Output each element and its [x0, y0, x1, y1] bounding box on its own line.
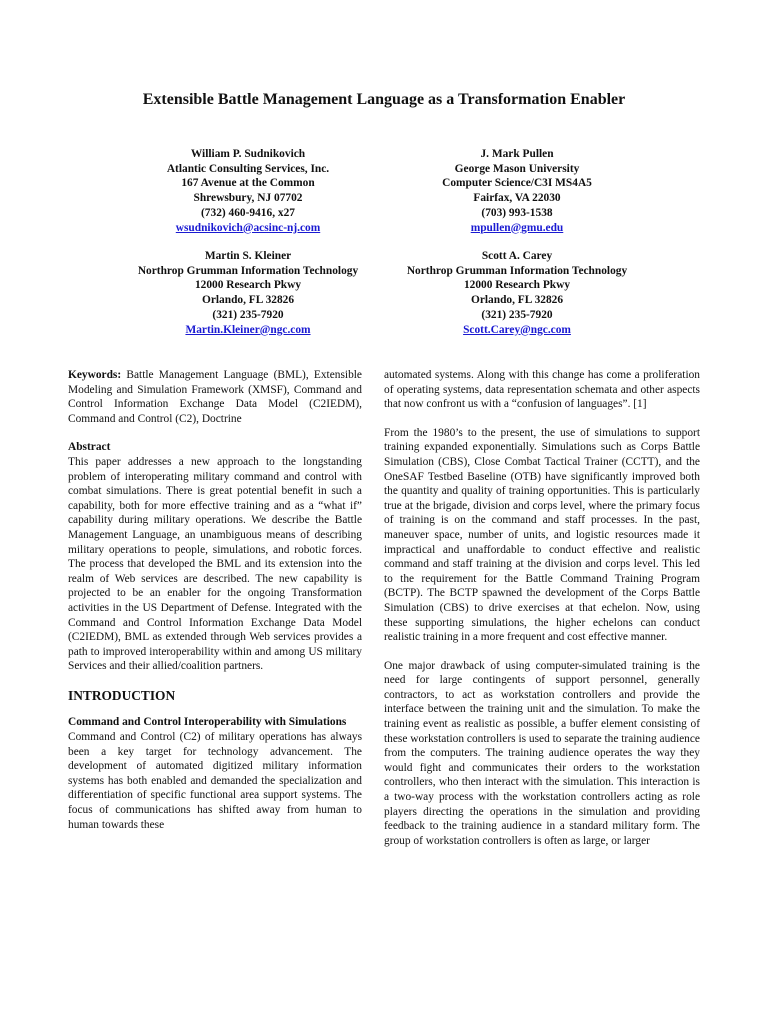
author-email-link[interactable]: wsudnikovich@acsinc-nj.com	[175, 221, 321, 234]
author-address-line: 167 Avenue at the Common	[181, 177, 315, 190]
author-name: Scott A. Carey	[481, 250, 553, 262]
author-affiliation-line: Atlantic Consulting Services, Inc.	[166, 162, 330, 175]
paper-title: Extensible Battle Management Language as a Transformation Enabler	[142, 91, 626, 108]
introduction-subheading: Command and Control Interoperability with Simulations	[68, 716, 347, 729]
body-paragraph: One major drawback of using computer-simulated training is the need for large contingents of support personnel, generally contractors, to act as workstation controllers and provide the interface between the training unit and the simulation. To make the training event as realistic as possible, a buffer element consisting of these workstation controllers is used to separate the training audience from the computers. The training audience operates the way they would fight and communicates their orders to the workstation controllers, who then interact with the simulation. This interaction is a two-way process with the workstation controllers acting as role players directing the operations in the simulation and providing feedback to the training audience in a standard military form. The group of workstation controllers is often as large, or larger	[384, 659, 700, 847]
author-name: J. Mark Pullen	[480, 148, 554, 160]
author-phone-line: (703) 993-1538	[481, 206, 553, 219]
author-phone-line: (732) 460-9416, x27	[201, 206, 295, 219]
abstract-text: This paper addresses a new approach to the longstanding problem of interoperating military command and control with combat simulations. There is great potential benefit in such a capability, both for more effective training and as a “what if” capability during military operations. We describe the Battle Management Language, an unambiguous means of describing military operations to people, simulations, and robotic forces. The process that developed the BML and its extension into the realm of Web services are described. The new capability is projected to be an enabler for the ongoing Transformation activities in the US Department of Defense. Integrated with the Command and Control Information Exchange Data Model (C2IEDM), BML as extended through Web services provides a path to improved interoperability within and among US military Services and their allied/coalition partners.	[68, 455, 362, 673]
author-phone-line: (321) 235-7920	[212, 308, 284, 321]
author-email-link[interactable]: mpullen@gmu.edu	[470, 221, 564, 234]
author-affiliation-line: Northrop Grumman Information Technology	[406, 264, 628, 277]
introduction-heading: INTRODUCTION	[68, 687, 176, 703]
author-city-line: Fairfax, VA 22030	[473, 192, 561, 205]
introduction-text: Command and Control (C2) of military operations has always been a key target for technology advancement. The development of automated digitized military information systems has both enabled and demanded the specialization and differentiation of specific functional area support systems. The focus of communications has shifted away from human to human towards these	[68, 731, 362, 831]
author-city-line: Shrewsbury, NJ 07702	[193, 192, 303, 205]
author-city-line: Orlando, FL 32826	[201, 294, 295, 307]
author-email-link[interactable]: Martin.Kleiner@ngc.com	[185, 323, 311, 336]
author-block-carey	[372, 249, 662, 337]
author-email-link[interactable]: Scott.Carey@ngc.com	[463, 323, 571, 336]
abstract-heading: Abstract	[68, 441, 111, 454]
author-affiliation-line: Northrop Grumman Information Technology	[137, 264, 359, 277]
body-paragraph: From the 1980’s to the present, the use of simulations to support training expanded exponentially. Simulations such as Corps Battle Simulation (CBS), Close Combat Tactical Trainer (CCTT), and the OneSAF Testbed Baseline (OTB) have significantly improved both the quantity and quality of training opportunities. This is particularly true at the brigade, division and corps level, where the primary focus of training is on the command and staff processes. In the past, maneuver space, number of units, and logistic resources made it impractical and unaffordable to conduct effective and realistic command and staff training at the division and corps level. This led to the requirement for the Battle Command Training Program (BCTP). The BCTP spawned the development of the Corps Battle Simulation (CBS) to drive exercises at that echelon. Now, using these supporting simulations, the higher echelons can conduct realistic training in a more frequent and cost effective manner.	[384, 426, 700, 644]
body-paragraph: automated systems. Along with this change has come a proliferation of operating systems, data representation schemata and other aspects that now confront us with a “confusion of languages”. [1]	[384, 369, 700, 411]
author-city-line: Orlando, FL 32826	[470, 294, 564, 307]
author-block-pullen	[372, 147, 662, 235]
author-affiliation-line: George Mason University	[454, 162, 580, 175]
right-column	[384, 368, 700, 848]
keywords-label: Keywords:	[68, 369, 122, 381]
author-name: William P. Sudnikovich	[190, 148, 306, 160]
author-address-line: 12000 Research Pkwy	[463, 279, 571, 292]
author-address-line: 12000 Research Pkwy	[194, 279, 302, 292]
author-phone-line: (321) 235-7920	[481, 308, 553, 321]
author-address-line: Computer Science/C3I MS4A5	[442, 177, 592, 190]
author-name: Martin S. Kleiner	[204, 250, 292, 262]
author-block-kleiner	[103, 249, 393, 337]
keywords-text: Battle Management Language (BML), Extensible Modeling and Simulation Framework (XMSF), Command and Control Information Exchange Data Model (C2IEDM), Command and Control (C2), Doctrine	[68, 369, 362, 425]
author-block-sudnikovich	[103, 147, 393, 235]
left-column	[68, 368, 362, 832]
keywords-paragraph	[68, 368, 362, 426]
